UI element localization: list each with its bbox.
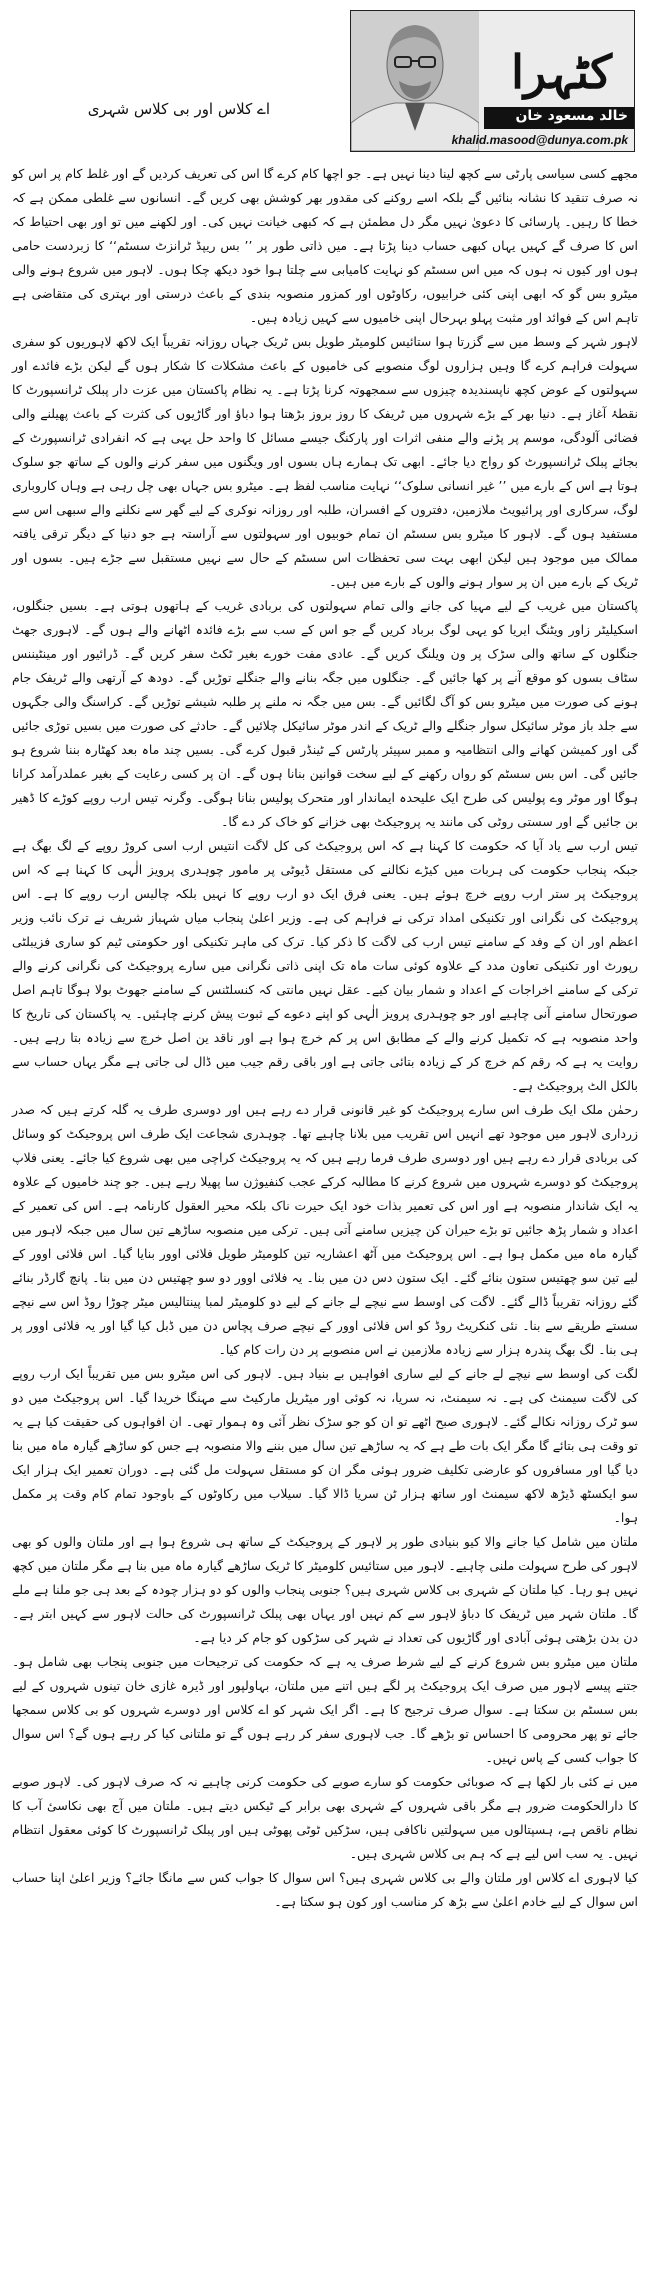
paragraph: میں نے کئی بار لکھا ہے کہ صوبائی حکومت کو سارے صوبے کی حکومت کرنی چاہیے نہ کہ صرف لاہور کی۔ لاہور صوبے کا دارالحکومت ضرور ہے مگر باقی شہروں کے شہری بھی برابر کے ٹیکس دیتے ہیں۔ ملتان میں آج بھی نکاسیٔ آب کا نظام ناقص ہے، ہسپتالوں میں سہولتیں ناکافی ہیں، سڑکیں ٹوٹی پھوٹی ہیں اور پبلک ٹرانسپورٹ کا کوئی معقول انتظام نہیں۔ یہ سب اس لیے ہے کہ ہم بی کلاس شہری ہیں۔ — [12, 1774, 638, 1861]
paragraph: کیا لاہوری اے کلاس اور ملتان والے بی کلاس شہری ہیں؟ اس سوال کا جواب کس سے مانگا جائے؟ وزیر اعلیٰ اپنا حساب اس سوال کے لیے خادم اعلیٰ سے بڑھ کر مناسب اور کون ہو سکتا ہے۔ — [12, 1870, 638, 1909]
author-photo — [351, 11, 479, 151]
author-email: khalid.masood@dunya.com.pk — [451, 133, 628, 147]
paragraph: پاکستان میں غریب کے لیے مہیا کی جانے والی تمام سہولتوں کی بربادی غریب کے ہاتھوں ہوتی ہے۔ بسیں جنگلوں، اسکیلیٹر زاور ویٹنگ ایریا کو یہی لوگ برباد کریں گے جو اس کے سب سے بڑے فائدہ اٹھانے والے ہوں گے۔ لاہوری جھٹ جنگلوں کے ساتھ والی سڑک پر ون ویلنگ کریں گے۔ عادی مفت خورے بغیر ٹکٹ سفر کریں گے۔ ڈرائیور اور مینٹیننس سٹاف بسوں کو موقع آنے پر کھا جائیں گے۔ جنگلوں میں جگہ بنانے والے جنگلے توڑیں گے۔ دودھ کے آرتھی والے ٹریفک جام ہونے کی صورت میں میٹرو بس کو آگ لگائیں گے۔ بس میں جگہ نہ ملنے پر طلبہ شیشے توڑیں گے۔ کراسنگ والی جگہوں سے جلد باز موٹر سائیکل سوار جنگلے والے ٹریک کے اندر موٹر سائیکل چلائیں گے۔ حادثے کی صورت میں بسیں توڑی جائیں گی اور کمیشن کھانے والی انتظامیہ و ممبر سپیئر پارٹس کے ٹینڈر قبول کرے گی۔ بسیں چند ماہ بعد کھٹارہ بننا شروع ہو جائیں گی۔ اس بس سسٹم کو رواں رکھنے کے لیے سخت قوانین بنانا ہوں گے۔ ان پر کسی رعایت کے بغیر عملدرآمد کرانا ہوگا اور موٹر وے پولیس کی طرح ایک علیحدہ ایماندار اور متحرک پولیس بنانا ہوگی۔ وگرنہ تیس ارب روپے کوڑے کا ڈھیر بن جائیں گے اور سستی روٹی کی مانند یہ پروجیکٹ بھی خزانے کو خاک کر دے گا۔ — [12, 598, 638, 829]
column-title: کٹہرا — [511, 45, 612, 99]
paragraph: ملتان میں شامل کیا جانے والا کیو بنیادی طور پر لاہور کے پروجیکٹ کے ساتھ ہی شروع ہوا ہے اور ملتان والوں کو بھی لاہور کی طرح سہولت ملنی چاہیے۔ لاہور میں ستائیس کلومیٹر کا ٹریک ساڑھے گیارہ ماہ میں بنا ہے مگر ملتان میں کچھ نہیں ہو رہا۔ کیا ملتان کے شہری بی کلاس شہری ہیں؟ جنوبی پنجاب والوں کو دو ہزار چودہ کے بعد ہی جو ملنا ہے ملے گا۔ ملتان شہر میں ٹریفک کا دباؤ لاہور سے کم نہیں اور یہاں بھی پبلک ٹرانسپورٹ کی حالت لاہور سے کہیں ابتر ہے۔ دن بدن بڑھتی ہوئی آبادی اور گاڑیوں کی تعداد نے شہر کی سڑکوں کو جام کر دیا ہے۔ — [12, 1534, 638, 1645]
paragraph: رحمٰن ملک ایک طرف اس سارے پروجیکٹ کو غیر قانونی قرار دے رہے ہیں اور دوسری طرف یہ گلہ کرتے ہیں کہ صدر زرداری لاہور میں موجود تھے انہیں اس تقریب میں بلانا چاہیے تھا۔ چوہدری شجاعت ایک طرف اس پروجیکٹ کو وسائل کی بربادی قرار دے رہے ہیں اور دوسری طرف فرما رہے ہیں کہ یہ پروجیکٹ کراچی میں بھی شروع کیا جائے۔ یعنی فلاپ پروجیکٹ کو دوسرے شہروں میں شروع کرنے کا مطالبہ کرکے عجب کنفیوژن سا پھیلا رہے ہیں۔ جو چند خامیوں کے علاوہ یہ ایک شاندار منصوبہ ہے اور اس کی تعمیر بذات خود ایک حیرت ناک بلکہ محیر العقول کارنامہ ہے۔ اس کی تعمیر کے اعداد و شمار پڑھ جائیں تو بڑے حیران کن چیزیں سامنے آتی ہیں۔ ترکی میں منصوبہ ساڑھے تین سال میں جبکہ لاہور میں گیارہ ماہ میں مکمل ہوا ہے۔ اس پروجیکٹ میں آٹھ اعشاریہ تین کلومیٹر طویل فلائی اوور بنایا گیا۔ اس فلائی اوور کے لیے تین سو چھتیس ستون بنائے گئے۔ ایک ستون دس دن میں بنا۔ یہ فلائی اوور دو سو چھتیس دن میں بنا۔ پانچ گارڈر بنائے گئے روزانہ تقریباً ڈالے گئے۔ لاگت کی اوسط سے نیچے لے جانے کے لیے دو کلومیٹر لمبا پینتالیس میٹر چوڑا روڈ اس سے نیچے سستے طریقے سے بنا۔ نئی کنکریٹ روڈ کو اس فلائی اوور کے نیچے صرف پچاس دن میں ڈبل کیا گیا اور یہ فلائی اوور پر ہی بنا۔ لگ بھگ پندرہ ہزار سے زیادہ ملازمین نے اس منصوبے پر دن رات کام کیا۔ — [12, 1102, 638, 1357]
paragraph: ملتان میں میٹرو بس شروع کرنے کے لیے شرط صرف یہ ہے کہ حکومت کی ترجیحات میں جنوبی پنجاب بھی شامل ہو۔ جتنے پیسے لاہور میں صرف ایک پروجیکٹ پر لگے ہیں اتنے میں ملتان، بہاولپور اور ڈیرہ غازی خان تینوں شہروں کے لیے بس سسٹم بن سکتا ہے۔ سوال صرف ترجیح کا ہے۔ اگر ایک شہر کو اے کلاس اور دوسرے شہروں کو بی کلاس سمجھا جائے تو پھر محرومی کا احساس تو بڑھے گا۔ جب لاہوری سفر کر رہے ہوں گے تو ملتانی کیا کر رہے ہوں گے؟ اس سوال کا جواب کسی کے پاس نہیں۔ — [12, 1654, 638, 1765]
article-headline: اے کلاس اور بی کلاس شہری — [87, 100, 270, 118]
author-name: خالد مسعود خان — [515, 108, 628, 124]
column-masthead — [350, 10, 635, 152]
author-name-bar — [484, 107, 634, 129]
paragraph: لگت کی اوسط سے نیچے لے جانے کے لیے ساری افواہیں بے بنیاد ہیں۔ لاہور کی اس میٹرو بس میں تقریباً ایک ارب روپے کی لاگت سیمنٹ کی ہے۔ نہ سیمنٹ، نہ سریا، نہ کوئی اور میٹریل مارکیٹ سے مہنگا خریدا گیا۔ اس پروجیکٹ میں دو سو ٹرک روزانہ نکالے گئے۔ لاہوری صبح اٹھے تو ان کو جو سڑک نظر آئی وہ ہموار تھی۔ ان افواہوں کی حقیقت کیا ہے یہ تو وقت ہی بتائے گا مگر ایک بات طے ہے کہ یہ ساڑھے تین سال میں بننے والا منصوبہ ہے جس کو ساڑھے گیارہ ماہ میں بنا دیا گیا اور مسافروں کو عارضی تکلیف ضرور ہوئی مگر ان کو مستقل سہولت مل گئی ہے۔ دوران تعمیر ایک ہزار ایک سو ایکسٹھ ڈیڑھ لاکھ سیمنٹ اور ساتھ ہزار ٹن سریا ڈالا گیا۔ سیلاب میں رکاوٹوں کے باوجود تمام کام وقت پر مکمل ہوا۔ — [12, 1366, 638, 1525]
paragraph: مجھے کسی سیاسی پارٹی سے کچھ لینا دینا نہیں ہے۔ جو اچھا کام کرے گا اس کی تعریف کردیں گے اور غلط کام پر اس کو نہ صرف تنقید کا نشانہ بنائیں گے بلکہ اسے روکنے کی مقدور بھر کوشش بھی کریں گے۔ انسانوں سے غلطی ممکن ہے کہ خطا کا رہیں۔ پارسائی کا دعویٰ نہیں مگر دل مطمئن ہے کہ کبھی خیانت نہیں کی۔ اور لکھنے میں تو اور بھی احتیاط کہ اس کا صرف گے کہیں یہاں کبھی حساب دینا پڑتا ہے۔ میں ذاتی طور پر ’’ بس ریپڈ ٹرانزٹ سسٹم‘‘ کا زبردست حامی ہوں اور کیوں نہ ہوں کہ میں اس سسٹم کو نہایت کامیابی سے چلتا ہوا خود دیکھ چکا ہوں۔ لاہور میں شروع ہونے والی میٹرو بس گو کہ ابھی اپنی کئی خرابیوں، رکاوٹوں اور کمزور منصوبہ بندی کے باعث درستی اور بہتری کی متقاضی ہے تاہم اس کے فوائد اور مثبت پہلو بہرحال اپنی خامیوں سے کہیں زیادہ ہیں۔ — [12, 166, 638, 325]
paragraph: تیس ارب سے یاد آیا کہ حکومت کا کہنا ہے کہ اس پروجیکٹ کی کل لاگت انتیس ارب اسی کروڑ روپے کے لگ بھگ ہے جبکہ پنجاب حکومت کی ہربات میں کیڑے نکالنے کی مستقل ڈیوٹی پر مامور چوہدری پرویز الٰہی کا کہنا ہے کہ اس پروجیکٹ پر ستر ارب روپے خرچ ہوئے ہیں۔ یعنی فرق ایک دو ارب روپے کا نہیں بلکہ چالیس ارب روپے کا ہے۔ اس پروجیکٹ کی نگرانی اور تکنیکی امداد ترکی نے فراہم کی ہے۔ وزیر اعلیٰ پنجاب میاں شہباز شریف نے ترک نائب وزیر اعظم اور ان کے وفد کے سامنے تیس ارب کی لاگت کا ذکر کیا۔ ترک کی ماہر تکنیکی اور حکومتی ٹیم کو ساری فزیبلٹی رپورٹ اور تکنیکی تعاون مدد کے علاوہ کوئی سات ماہ تک اپنی ذاتی نگرانی میں سارے پروجیکٹ کی نگرانی کرنے والے ترکی کے سامنے اخراجات کے اعداد و شمار بیان کیے۔ عقل نہیں مانتی کہ کنسلٹنس کے سامنے جھوٹ بولا ہوگا تاہم اصل صورتحال سامنے آنی چاہیے اور جو چوہدری پرویز الٰہی کو اپنے دعوے کے ثبوت پیش کرنے چاہئیں۔ یہ پاکستان کی تاریخ کا واحد منصوبہ ہے کہ تکمیل کرنے والے کے مطابق اس پر کم خرچ ہوا ہے اور ناقد ین اصل خرچ سے زیادہ بتا رہے ہیں۔ روایت یہ ہے کہ رقم کم خرچ کر کے زیادہ بتائی جاتی ہے اور باقی رقم جیب میں ڈال لی جاتی ہے مگر یہاں حساب سے بالکل الٹ پروجیکٹ ہے۔ — [12, 838, 638, 1093]
article-body — [12, 162, 638, 1914]
paragraph: لاہور شہر کے وسط میں سے گزرتا ہوا ستائیس کلومیٹر طویل بس ٹریک جہاں روزانہ تقریباً ایک لاکھ لاہوریوں کو سفری سہولت فراہم کرے گا وہیں ہزاروں لوگ منصوبے کی خامیوں کے باعث مشکلات کا شکار ہوں گے لیکن بڑے فائدے اور سہولتوں کے عوض کچھ ناپسندیدہ چیزوں سے سمجھوتہ کرنا پڑتا ہے۔ یہ نظام پاکستان میں عزت دار پبلک ٹرانسپورٹ کا نقطۂ آغاز ہے۔ دنیا بھر کے بڑے شہروں میں ٹریفک کا روز بروز بڑھتا ہوا دباؤ اور گاڑیوں کی کثرت کے باعث پھیلنے والی فضائی آلودگی، موسم پر پڑنے والے منفی اثرات اور پارکنگ جیسے مسائل کا واحد حل یہی ہے کہ انفرادی ٹرانسپورٹ کے بجائے پبلک ٹرانسپورٹ کو رواج دیا جائے۔ ابھی تک ہمارے ہاں بسوں اور ویگنوں میں سفر کرنے والوں کے ساتھ جو سلوک ہوتا ہے اس کے بارے میں ’’ غیر انسانی سلوک‘‘ نہایت مناسب لفظ ہے۔ میٹرو بس جہاں بھی چل رہی ہے وہاں کاروباری لوگ، سرکاری اور پرائیویٹ ملازمین، دفتروں کے افسران، طلبہ اور روزانہ نوکری کے لیے گھر سے نکلنے والے سبھی اس سے مستفید ہوں گے۔ لاہور کا میٹرو بس سسٹم ان تمام خوبیوں اور سہولتوں سے آراستہ ہے جو دنیا کے دیگر ترقی یافتہ ممالک میں موجود ہیں لیکن ابھی بہت سی تحفظات اس سسٹم کے حال سے نہیں مستقبل سے جڑے ہیں۔ بسوں اور ٹریک کے بارے میں ان پر سوار ہونے والوں کے بارے میں ہیں۔ — [12, 334, 638, 589]
